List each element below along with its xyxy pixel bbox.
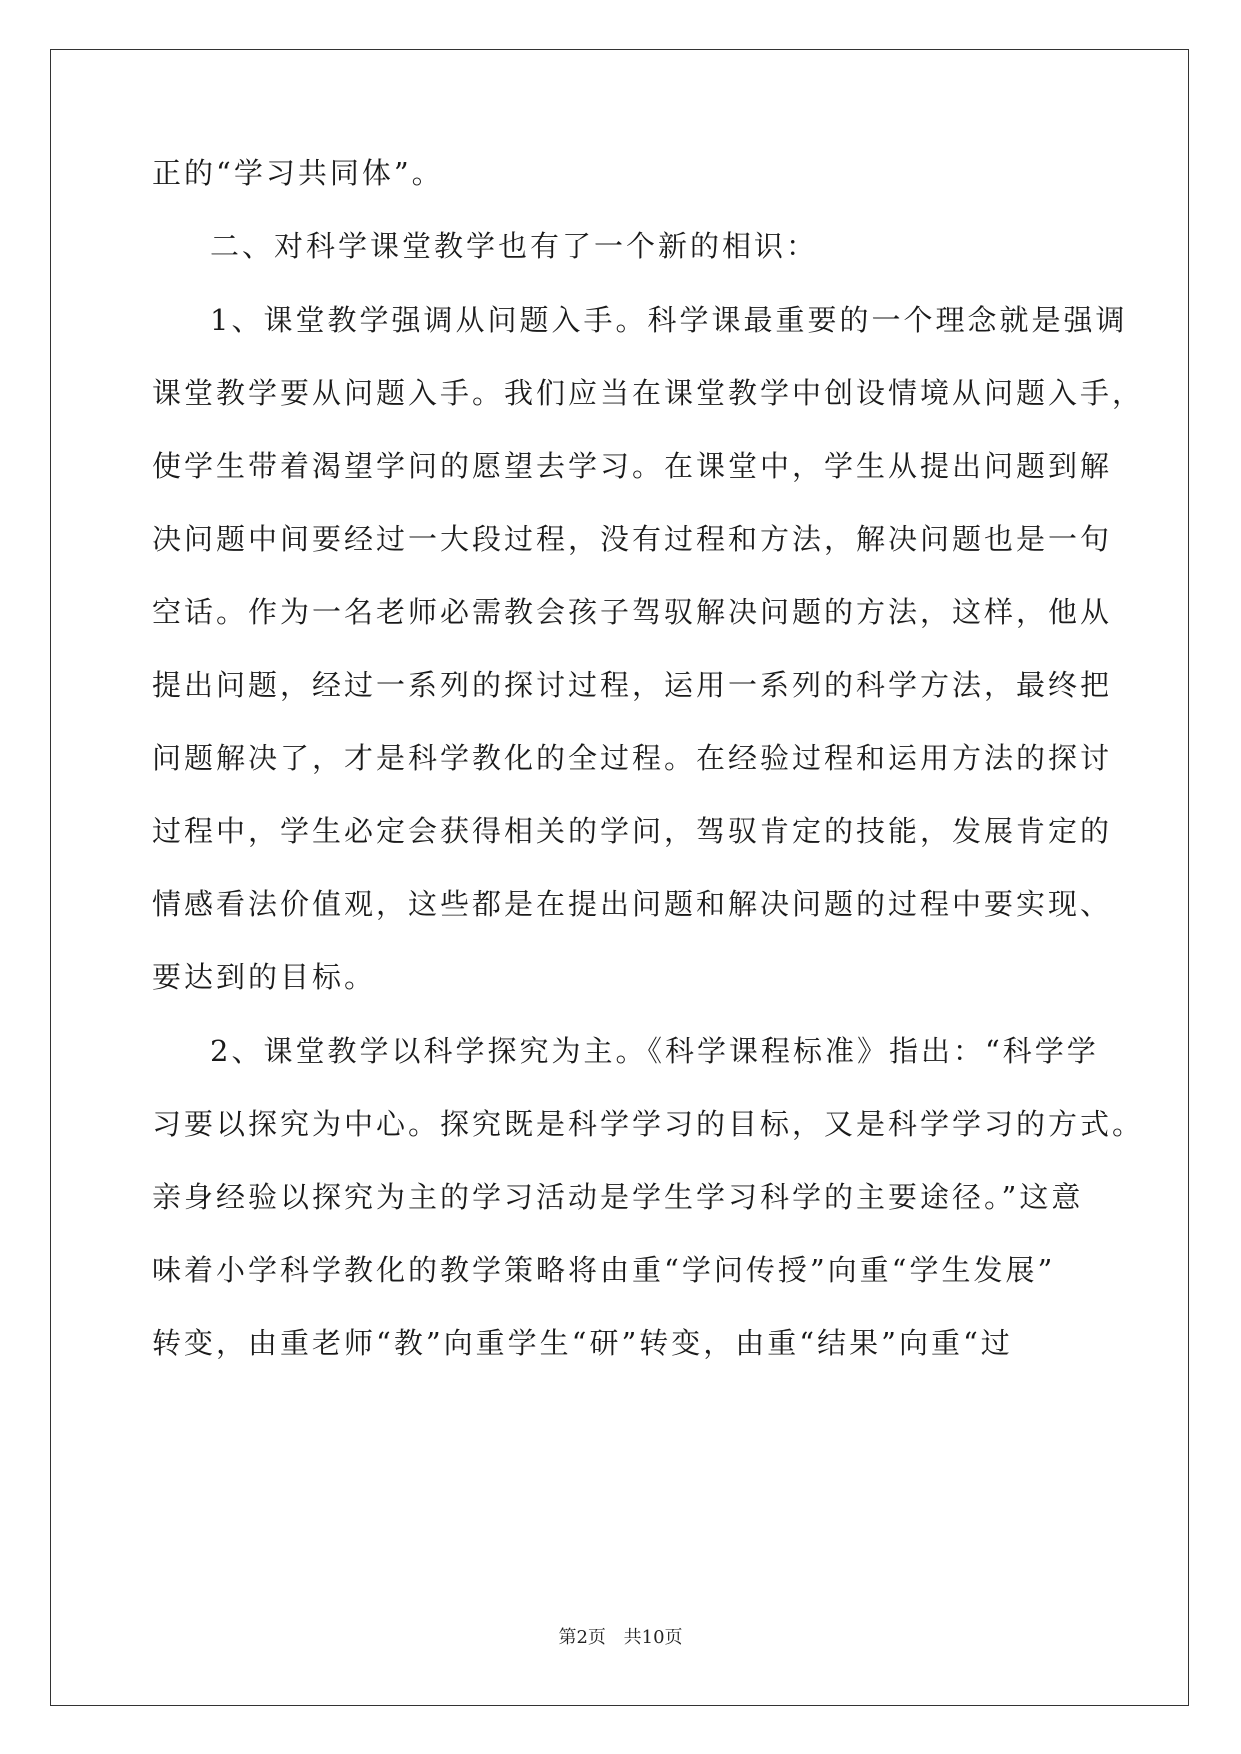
paragraph-line: 课堂教学要从问题入手。我们应当在课堂教学中创设情境从问题入手， [152, 376, 1145, 410]
paragraph-line: 过程中，学生必定会获得相关的学问，驾驭肯定的技能，发展肯定的 [152, 814, 1113, 848]
paragraph-line: 使学生带着渴望学问的愿望去学习。在课堂中，学生从提出问题到解 [152, 449, 1113, 483]
paragraph-line: 情感看法价值观，这些都是在提出问题和解决问题的过程中要实现、 [152, 887, 1113, 921]
page-footer [0, 1626, 1241, 1650]
paragraph-line: 习要以探究为中心。探究既是科学学习的目标，又是科学学习的方式。 [152, 1107, 1145, 1141]
paragraph-line: 1、课堂教学强调从问题入手。科学课最重要的一个理念就是强调 [210, 303, 1128, 337]
page-total: 共10页 [623, 1627, 683, 1648]
paragraph-line: 2、课堂教学以科学探究为主。《科学课程标准》指出：“科学学 [210, 1034, 1099, 1068]
page-border [50, 49, 1189, 1706]
paragraph-line: 味着小学科学教化的教学策略将由重“学问传授”向重“学生发展” [152, 1253, 1056, 1287]
paragraph-line: 正的“学习共同体”。 [152, 156, 444, 190]
paragraph-line: 问题解决了，才是科学教化的全过程。在经验过程和运用方法的探讨 [152, 741, 1113, 775]
section-heading: 二、对科学课堂教学也有了一个新的相识： [210, 229, 819, 263]
paragraph-line: 亲身经验以探究为主的学习活动是学生学习科学的主要途径。”这意 [152, 1180, 1084, 1214]
paragraph-line: 决问题中间要经过一大段过程，没有过程和方法，解决问题也是一句 [152, 522, 1113, 556]
paragraph-line: 要达到的目标。 [152, 960, 377, 994]
paragraph-line: 提出问题，经过一系列的探讨过程，运用一系列的科学方法，最终把 [152, 668, 1113, 702]
paragraph-line: 空话。作为一名老师必需教会孩子驾驭解决问题的方法，这样，他从 [152, 595, 1113, 629]
paragraph-line: 转变，由重老师“教”向重学生“研”转变，由重“结果”向重“过 [152, 1326, 1013, 1360]
page-number: 第2页 [558, 1627, 606, 1648]
